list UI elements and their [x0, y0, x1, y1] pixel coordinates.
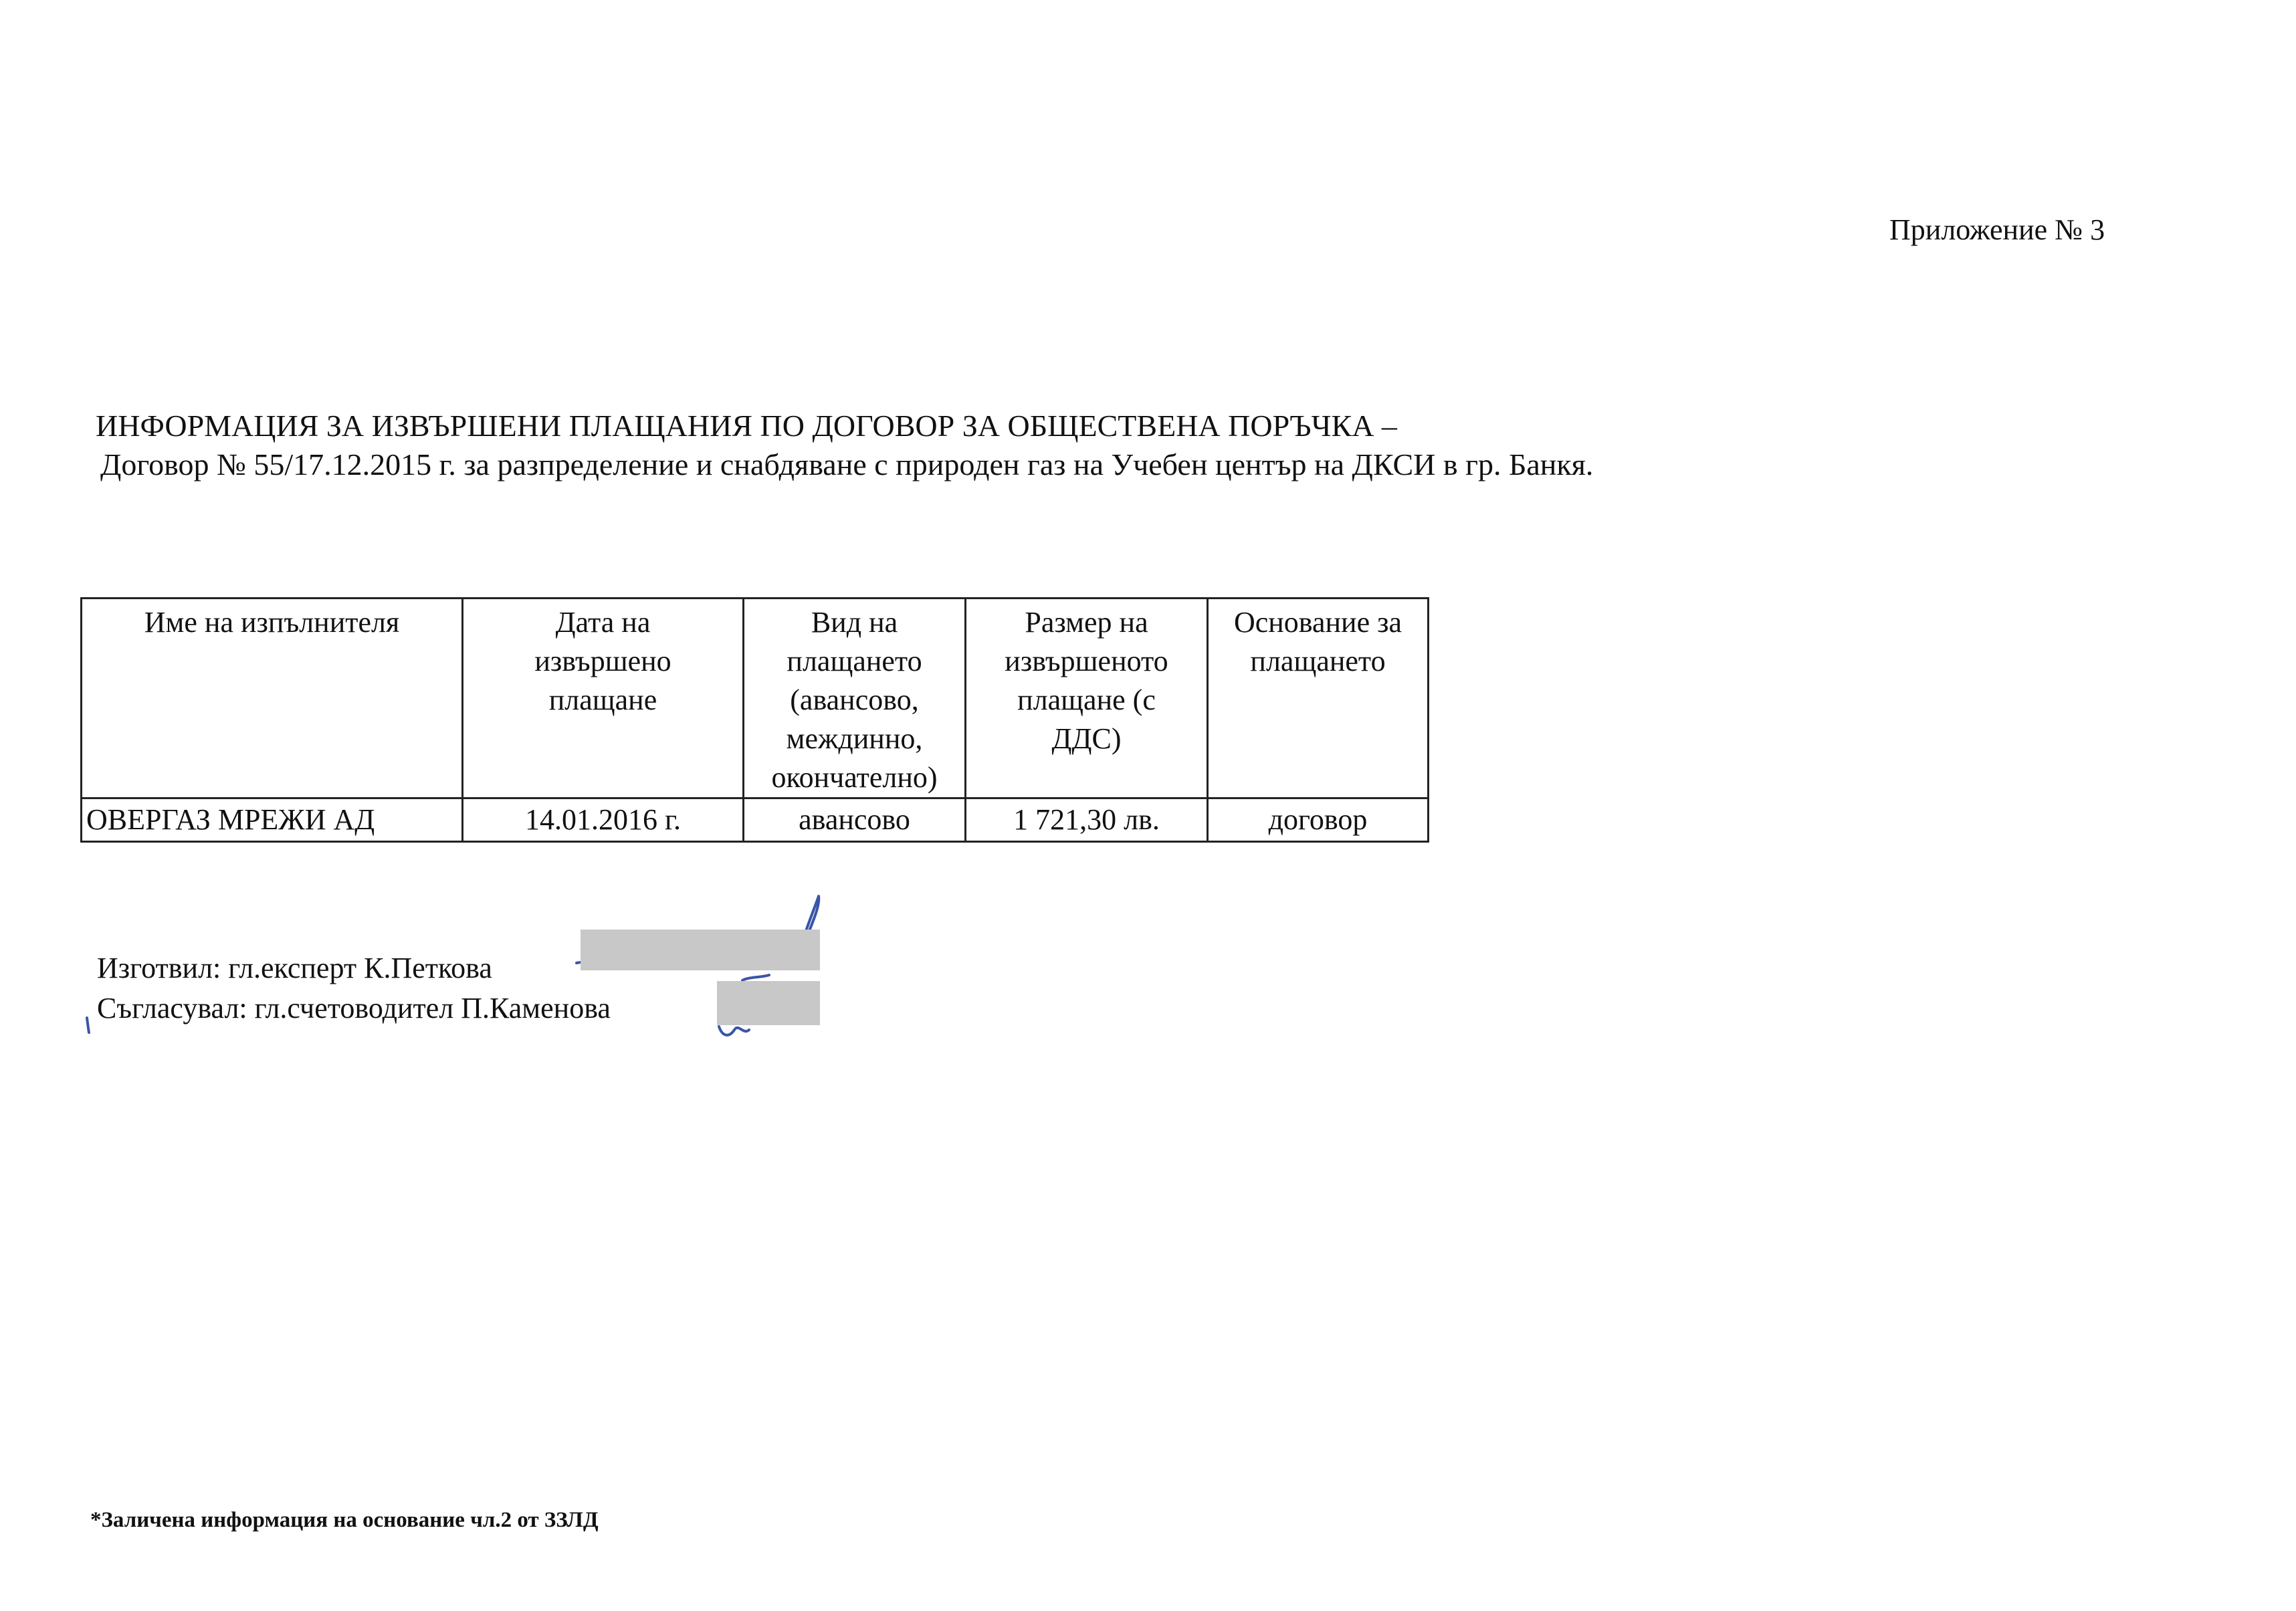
signature-stroke: [742, 975, 769, 980]
cell-payment-date: 14.01.2016 г.: [463, 798, 744, 842]
header-payment-type: Вид на плащането (авансово, междинно, окончателно): [744, 599, 966, 798]
redaction-box-signature-1: [581, 930, 820, 970]
payments-table: [80, 597, 1429, 843]
header-contractor-name: Име на изпълнителя: [82, 599, 463, 798]
header-payment-basis: Основание за плащането: [1208, 599, 1429, 798]
annex-label: Приложение № 3: [1889, 213, 2105, 246]
approved-by-line: Съгласувал: гл.счетоводител П.Каменова: [97, 992, 611, 1025]
cell-payment-amount: 1 721,30 лв.: [966, 798, 1208, 842]
redaction-footnote: *Заличена информация на основание чл.2 от ЗЗЛД: [90, 1508, 599, 1532]
header-payment-amount: Размер на извършеното плащане (с ДДС): [966, 599, 1208, 798]
header-payment-date: Дата на извършено плащане: [463, 599, 744, 798]
cell-contractor-name: ОВЕРГАЗ МРЕЖИ АД: [82, 798, 463, 842]
table-header-row: [82, 599, 1429, 798]
document-subtitle: Договор № 55/17.12.2015 г. за разпределение и снабдяване с природен газ на Учебен център на ДКСИ в гр. Банкя.: [100, 447, 1594, 481]
signature-stroke: [87, 1018, 89, 1033]
signature-stroke: [719, 1027, 749, 1035]
redaction-box-signature-2: [717, 981, 820, 1025]
table-row: [82, 798, 1429, 842]
cell-payment-type: авансово: [744, 798, 966, 842]
signature-stroke: [806, 896, 819, 931]
document-title: ИНФОРМАЦИЯ ЗА ИЗВЪРШЕНИ ПЛАЩАНИЯ ПО ДОГОВОР ЗА ОБЩЕСТВЕНА ПОРЪЧКА –: [96, 409, 1397, 443]
cell-payment-basis: договор: [1208, 798, 1429, 842]
prepared-by-line: Изготвил: гл.експерт К.Петкова: [97, 952, 492, 984]
